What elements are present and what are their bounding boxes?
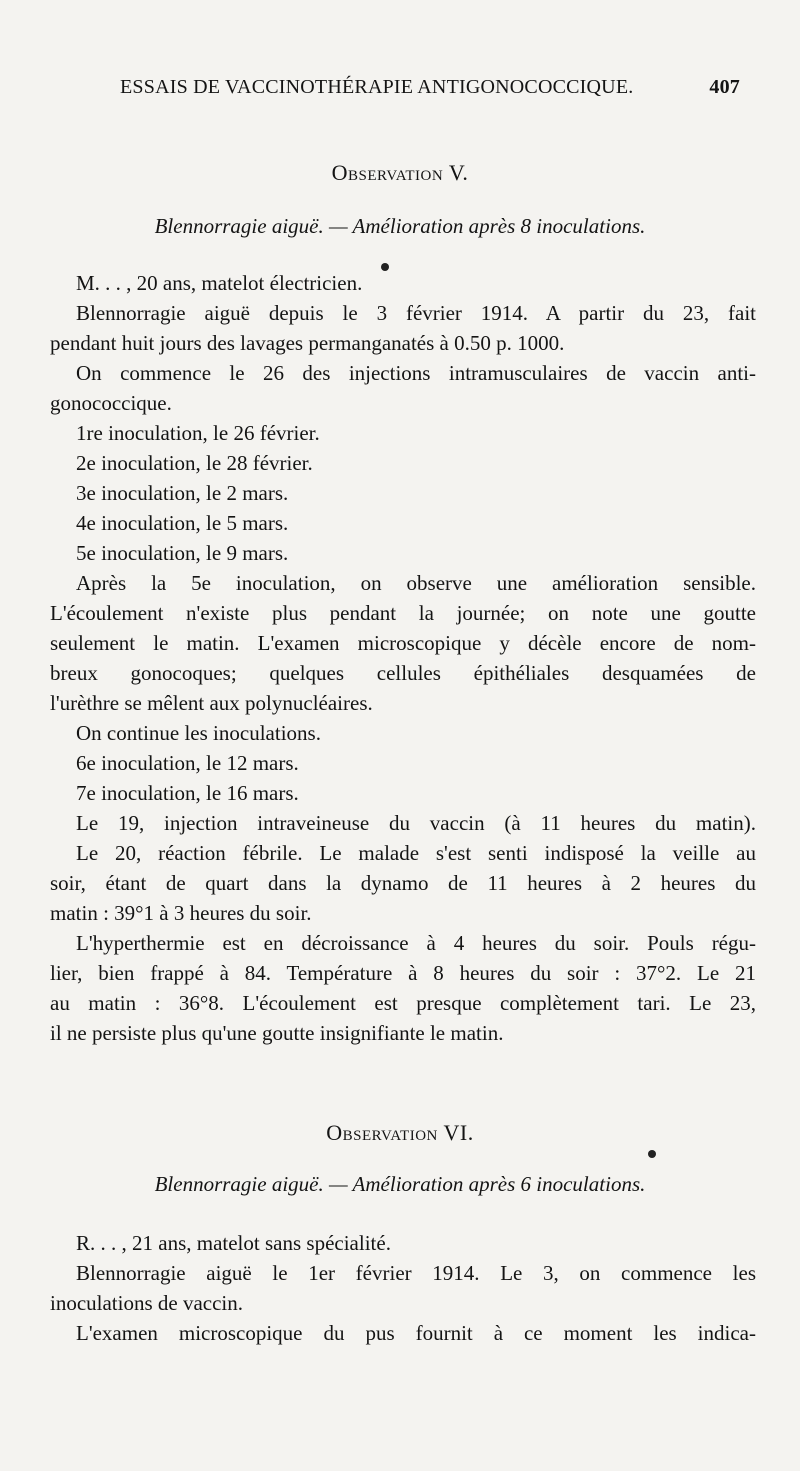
text-line: seulement le matin. L'examen microscopique y décèle encore de nom- xyxy=(50,631,756,655)
text-line: 5e inoculation, le 9 mars. xyxy=(76,541,289,565)
text-line: Blennorragie aiguë le 1er février 1914. Le 3, on commence les xyxy=(76,1261,756,1285)
text-line: breux gonocoques; quelques cellules épithéliales desquamées de xyxy=(50,661,756,685)
running-title: ESSAIS DE VACCINOTHÉRAPIE ANTIGONOCOCCIQUE. xyxy=(120,76,634,98)
text-line: 2e inoculation, le 28 février. xyxy=(76,451,313,475)
text-line: au matin : 36°8. L'écoulement est presque complètement tari. Le 23, xyxy=(50,991,756,1015)
observation-v-subtitle: Blennorragie aiguë. — Amélioration après 8 inoculations. xyxy=(154,214,646,238)
observation-vi-title: Observation VI. xyxy=(326,1120,474,1145)
text-line: 3e inoculation, le 2 mars. xyxy=(76,481,289,505)
text-line: On continue les inoculations. xyxy=(76,721,321,745)
observation-v-title: Observation V. xyxy=(331,160,469,185)
text-line: l'urèthre se mêlent aux polynucléaires. xyxy=(50,691,373,715)
text-line: Le 20, réaction fébrile. Le malade s'est senti indisposé la veille au xyxy=(76,841,756,865)
text-line: R. . . , 21 ans, matelot sans spécialité. xyxy=(76,1231,391,1255)
text-line: matin : 39°1 à 3 heures du soir. xyxy=(50,901,312,925)
text-line: L'examen microscopique du pus fournit à ce moment les indica- xyxy=(76,1321,756,1345)
text-line: L'hyperthermie est en décroissance à 4 heures du soir. Pouls régu- xyxy=(76,931,756,955)
text-line: On commence le 26 des injections intramusculaires de vaccin anti- xyxy=(76,361,756,385)
running-header xyxy=(120,70,740,106)
text-line: lier, bien frappé à 84. Température à 8 heures du soir : 37°2. Le 21 xyxy=(50,961,756,985)
page-number: 407 xyxy=(709,76,740,98)
observation-vi-subtitle: Blennorragie aiguë. — Amélioration après 6 inoculations. xyxy=(154,1172,646,1196)
text-line: Blennorragie aiguë depuis le 3 février 1914. A partir du 23, fait xyxy=(76,301,756,325)
ornament-dot xyxy=(648,1150,656,1158)
text-line: Le 19, injection intraveineuse du vaccin (à 11 heures du matin). xyxy=(76,811,756,835)
text-line: gonococcique. xyxy=(50,391,172,415)
text-line: il ne persiste plus qu'une goutte insignifiante le matin. xyxy=(50,1021,504,1045)
text-line: 1re inoculation, le 26 février. xyxy=(76,421,320,445)
text-line: soir, étant de quart dans la dynamo de 11 heures à 2 heures du xyxy=(50,871,756,895)
text-line: M. . . , 20 ans, matelot électricien. xyxy=(76,271,363,295)
observation-v-body xyxy=(50,268,756,1048)
text-line: pendant huit jours des lavages permanganatés à 0.50 p. 1000. xyxy=(50,331,565,355)
text-line: 7e inoculation, le 16 mars. xyxy=(76,781,299,805)
observation-vi-body xyxy=(50,1228,756,1348)
text-line: L'écoulement n'existe plus pendant la journée; on note une goutte xyxy=(50,601,756,625)
text-line: 6e inoculation, le 12 mars. xyxy=(76,751,299,775)
text-line: Après la 5e inoculation, on observe une amélioration sensible. xyxy=(76,571,756,595)
text-line: 4e inoculation, le 5 mars. xyxy=(76,511,289,535)
text-line: inoculations de vaccin. xyxy=(50,1291,244,1315)
